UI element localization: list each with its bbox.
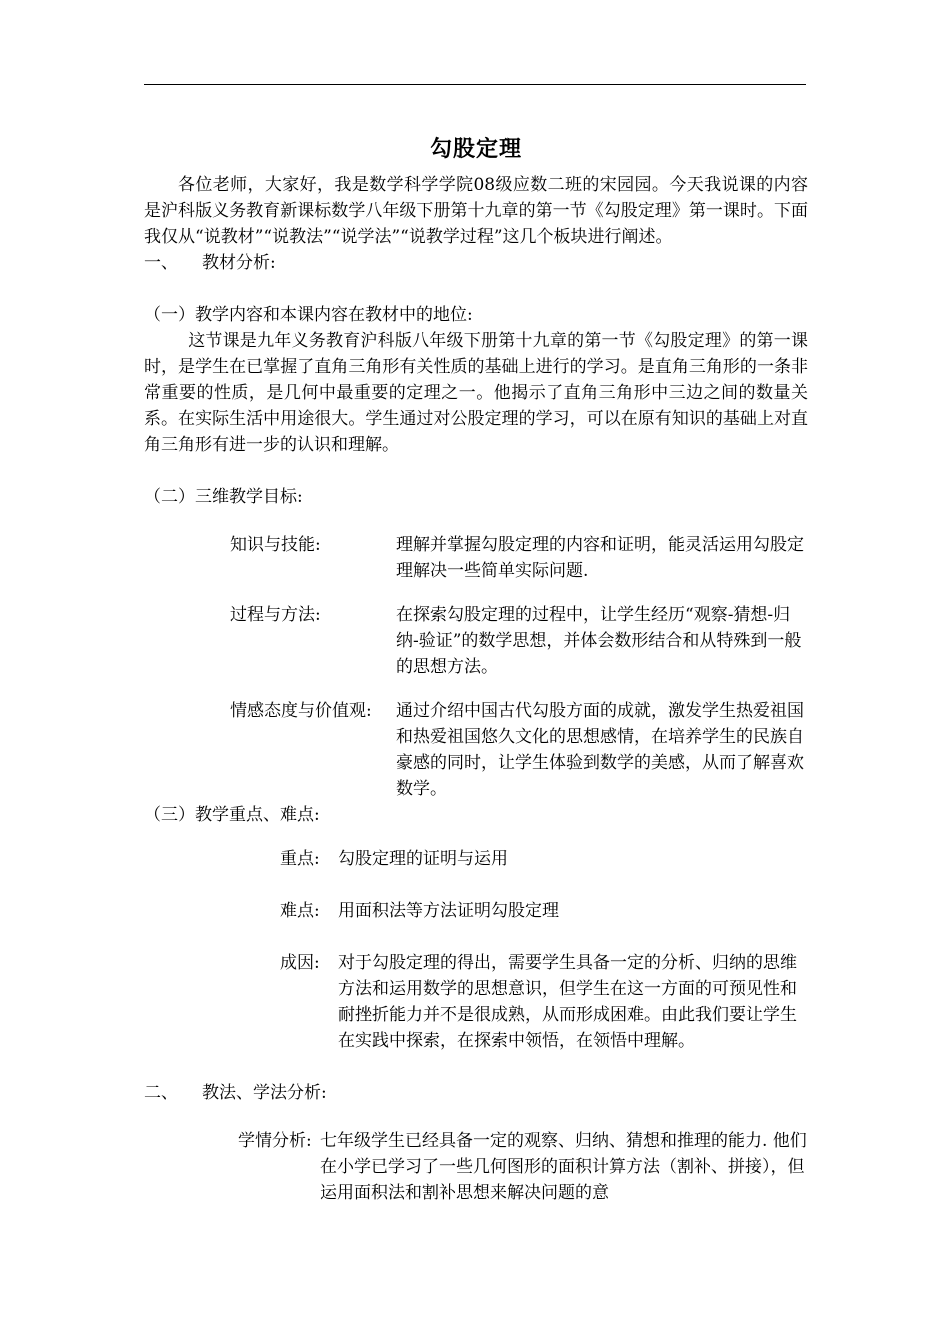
learning-text: 七年级学生已经具备一定的观察、归纳、猜想和推理的能力. 他们在小学已学习了一些几何图形的面积计算方法（割补、拼接），但运用面积法和割补思想来解决问题的意 bbox=[320, 1131, 807, 1203]
key-point-item bbox=[144, 846, 808, 872]
section-title: 教法、学法分析: bbox=[202, 1083, 327, 1103]
learning-label: 学情分析: bbox=[238, 1131, 312, 1151]
key-point-text: 对于勾股定理的得出，需要学生具备一定的分析、归纳的思维方法和运用数学的思想意识，但学生在这一方面的可预见性和耐挫折能力并不是很成熟，从而形成困难。由此我们要让学生在实践中探索，在探索中领悟，在领悟中理解。 bbox=[338, 953, 797, 1051]
section-number: 一、 bbox=[144, 253, 178, 273]
document-page bbox=[144, 132, 808, 1206]
goal-text: 理解并掌握勾股定理的内容和证明，能灵活运用勾股定理解决一些简单实际问题. bbox=[396, 535, 804, 581]
section-heading-2 bbox=[144, 1080, 808, 1106]
page-title: 勾股定理 bbox=[429, 136, 522, 162]
goal-item bbox=[144, 698, 808, 802]
subsection-heading-2: （二）三维教学目标: bbox=[144, 487, 303, 507]
goal-text: 通过介绍中国古代勾股方面的成就，激发学生热爱祖国和热爱祖国悠久文化的思想感情，在培养学生的民族自豪感的同时，让学生体验到数学的美感，从而了解喜欢数学。 bbox=[396, 701, 804, 799]
section-heading-1 bbox=[144, 250, 808, 276]
subsection-heading-3: （三）教学重点、难点: bbox=[144, 805, 320, 825]
learning-analysis bbox=[144, 1128, 808, 1206]
key-point-text: 用面积法等方法证明勾股定理 bbox=[338, 901, 559, 921]
goal-item bbox=[144, 602, 808, 680]
section-number: 二、 bbox=[144, 1083, 178, 1103]
goal-label: 情感态度与价值观: bbox=[230, 701, 372, 721]
goal-item bbox=[144, 532, 808, 584]
key-point-label: 重点: bbox=[280, 849, 320, 869]
key-point-item bbox=[144, 950, 808, 1054]
subsection-heading-1: （一）教学内容和本课内容在教材中的地位: bbox=[144, 305, 473, 325]
key-point-label: 成因: bbox=[280, 953, 320, 973]
goal-text: 在探索勾股定理的过程中，让学生经历“观察-猜想-归纳-验证”的数学思想，并体会数形结合和从特殊到一般的思想方法。 bbox=[396, 605, 802, 677]
subsection-body-1: 这节课是九年义务教育沪科版八年级下册第十九章的第一节《勾股定理》的第一课时，是学生在已掌握了直角三角形有关性质的基础上进行的学习。是直角三角形的一条非常重要的性质，是几何中最重要的定理之一。他揭示了直角三角形中三边之间的数量关系。在实际生活中用途很大。学生通过对公股定理的学习，可以在原有知识的基础上对直角三角形有进一步的认识和理解。 bbox=[144, 331, 808, 455]
goal-label: 过程与方法: bbox=[230, 605, 321, 625]
key-point-text: 勾股定理的证明与运用 bbox=[338, 849, 508, 869]
goal-label: 知识与技能: bbox=[230, 535, 321, 555]
key-point-label: 难点: bbox=[280, 901, 320, 921]
section-title: 教材分析: bbox=[202, 253, 276, 273]
header-rule bbox=[144, 84, 806, 85]
key-point-item bbox=[144, 898, 808, 924]
intro-paragraph: 各位老师，大家好，我是数学科学学院08级应数二班的宋园园。今天我说课的内容是沪科版义务教育新课标数学八年级下册第十九章的第一节《勾股定理》第一课时。下面我仅从“说教材”“说教法”“说学法”“说教学过程”这几个板块进行阐述。 bbox=[144, 175, 808, 247]
